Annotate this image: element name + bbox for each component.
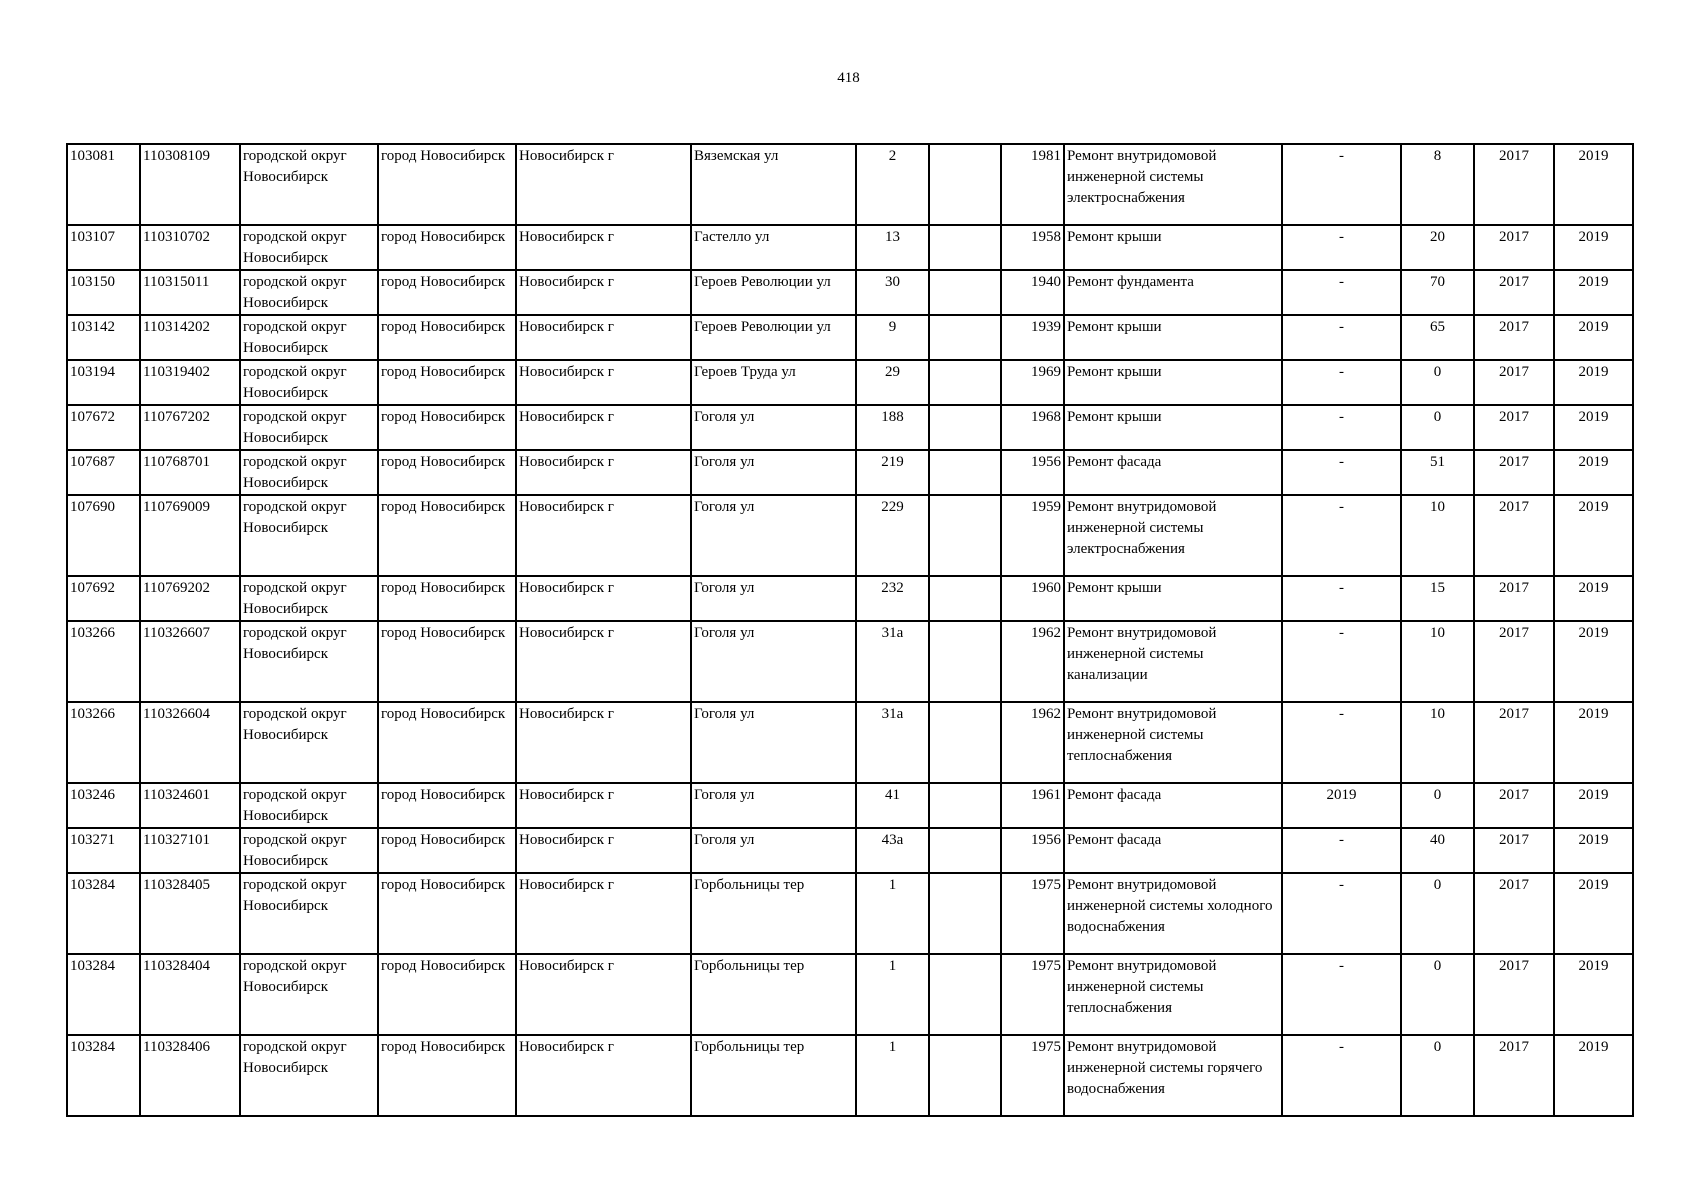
- completed-year-cell: -: [1282, 873, 1401, 954]
- start-year-cell: 2017: [1474, 954, 1554, 1035]
- table-row: [67, 576, 1633, 621]
- municipal-district-cell: городской округ Новосибирск: [240, 225, 378, 270]
- table-row: [67, 144, 1633, 225]
- table-row: [67, 828, 1633, 873]
- house-number-cell: 43а: [856, 828, 929, 873]
- work-code-cell: 110310702: [140, 225, 240, 270]
- house-number-cell: 2: [856, 144, 929, 225]
- build-year-cell: 1956: [1001, 828, 1064, 873]
- build-year-cell: 1981: [1001, 144, 1064, 225]
- object-id-cell: 103284: [67, 954, 140, 1035]
- completed-year-cell: 2019: [1282, 783, 1401, 828]
- work-code-cell: 110319402: [140, 360, 240, 405]
- repair-register-table: [66, 143, 1634, 1117]
- building-cell: [929, 450, 1001, 495]
- work-type-cell: Ремонт фасада: [1064, 450, 1282, 495]
- settlement-cell: город Новосибирск: [378, 702, 516, 783]
- table-row: [67, 450, 1633, 495]
- municipal-district-cell: городской округ Новосибирск: [240, 315, 378, 360]
- building-cell: [929, 315, 1001, 360]
- work-type-cell: Ремонт фундамента: [1064, 270, 1282, 315]
- street-cell: Вяземская ул: [691, 144, 856, 225]
- municipal-district-cell: городской округ Новосибирск: [240, 144, 378, 225]
- start-year-cell: 2017: [1474, 873, 1554, 954]
- completed-year-cell: -: [1282, 954, 1401, 1035]
- build-year-cell: 1940: [1001, 270, 1064, 315]
- work-type-cell: Ремонт внутридомовой инженерной системы теплоснабжения: [1064, 702, 1282, 783]
- work-type-cell: Ремонт внутридомовой инженерной системы электроснабжения: [1064, 495, 1282, 576]
- street-cell: Гоголя ул: [691, 702, 856, 783]
- house-number-cell: 13: [856, 225, 929, 270]
- end-year-cell: 2019: [1554, 783, 1633, 828]
- start-year-cell: 2017: [1474, 783, 1554, 828]
- building-cell: [929, 270, 1001, 315]
- build-year-cell: 1975: [1001, 1035, 1064, 1116]
- street-cell: Горбольницы тер: [691, 873, 856, 954]
- build-year-cell: 1969: [1001, 360, 1064, 405]
- municipal-district-cell: городской округ Новосибирск: [240, 702, 378, 783]
- wear-percent-cell: 65: [1401, 315, 1474, 360]
- build-year-cell: 1958: [1001, 225, 1064, 270]
- object-id-cell: 107687: [67, 450, 140, 495]
- settlement-cell: город Новосибирск: [378, 270, 516, 315]
- work-code-cell: 110768701: [140, 450, 240, 495]
- completed-year-cell: -: [1282, 450, 1401, 495]
- completed-year-cell: -: [1282, 702, 1401, 783]
- end-year-cell: 2019: [1554, 1035, 1633, 1116]
- start-year-cell: 2017: [1474, 270, 1554, 315]
- wear-percent-cell: 0: [1401, 360, 1474, 405]
- settlement-cell: город Новосибирск: [378, 621, 516, 702]
- building-cell: [929, 828, 1001, 873]
- wear-percent-cell: 10: [1401, 495, 1474, 576]
- work-code-cell: 110324601: [140, 783, 240, 828]
- settlement-cell: город Новосибирск: [378, 954, 516, 1035]
- work-type-cell: Ремонт крыши: [1064, 405, 1282, 450]
- wear-percent-cell: 51: [1401, 450, 1474, 495]
- house-number-cell: 31а: [856, 621, 929, 702]
- settlement-cell: город Новосибирск: [378, 495, 516, 576]
- work-code-cell: 110314202: [140, 315, 240, 360]
- start-year-cell: 2017: [1474, 621, 1554, 702]
- house-number-cell: 219: [856, 450, 929, 495]
- street-cell: Горбольницы тер: [691, 1035, 856, 1116]
- start-year-cell: 2017: [1474, 450, 1554, 495]
- table-row: [67, 783, 1633, 828]
- start-year-cell: 2017: [1474, 225, 1554, 270]
- settlement-cell: город Новосибирск: [378, 783, 516, 828]
- work-type-cell: Ремонт крыши: [1064, 576, 1282, 621]
- house-number-cell: 31а: [856, 702, 929, 783]
- wear-percent-cell: 10: [1401, 702, 1474, 783]
- wear-percent-cell: 0: [1401, 783, 1474, 828]
- municipal-district-cell: городской округ Новосибирск: [240, 828, 378, 873]
- settlement-cell: город Новосибирск: [378, 405, 516, 450]
- end-year-cell: 2019: [1554, 405, 1633, 450]
- street-cell: Гоголя ул: [691, 576, 856, 621]
- wear-percent-cell: 40: [1401, 828, 1474, 873]
- building-cell: [929, 1035, 1001, 1116]
- completed-year-cell: -: [1282, 495, 1401, 576]
- end-year-cell: 2019: [1554, 225, 1633, 270]
- locality-cell: Новосибирск г: [516, 702, 691, 783]
- build-year-cell: 1962: [1001, 621, 1064, 702]
- building-cell: [929, 360, 1001, 405]
- build-year-cell: 1975: [1001, 873, 1064, 954]
- house-number-cell: 41: [856, 783, 929, 828]
- street-cell: Гоголя ул: [691, 621, 856, 702]
- work-type-cell: Ремонт внутридомовой инженерной системы холодного водоснабжения: [1064, 873, 1282, 954]
- locality-cell: Новосибирск г: [516, 225, 691, 270]
- object-id-cell: 103107: [67, 225, 140, 270]
- completed-year-cell: -: [1282, 360, 1401, 405]
- work-code-cell: 110315011: [140, 270, 240, 315]
- end-year-cell: 2019: [1554, 621, 1633, 702]
- end-year-cell: 2019: [1554, 954, 1633, 1035]
- building-cell: [929, 576, 1001, 621]
- work-type-cell: Ремонт крыши: [1064, 315, 1282, 360]
- table-row: [67, 495, 1633, 576]
- build-year-cell: 1959: [1001, 495, 1064, 576]
- wear-percent-cell: 8: [1401, 144, 1474, 225]
- work-code-cell: 110326607: [140, 621, 240, 702]
- locality-cell: Новосибирск г: [516, 783, 691, 828]
- end-year-cell: 2019: [1554, 702, 1633, 783]
- locality-cell: Новосибирск г: [516, 828, 691, 873]
- house-number-cell: 1: [856, 1035, 929, 1116]
- object-id-cell: 103194: [67, 360, 140, 405]
- table-row: [67, 873, 1633, 954]
- object-id-cell: 103271: [67, 828, 140, 873]
- work-type-cell: Ремонт внутридомовой инженерной системы электроснабжения: [1064, 144, 1282, 225]
- page-number: 418: [837, 70, 860, 86]
- locality-cell: Новосибирск г: [516, 1035, 691, 1116]
- table-row: [67, 1035, 1633, 1116]
- start-year-cell: 2017: [1474, 144, 1554, 225]
- completed-year-cell: -: [1282, 405, 1401, 450]
- start-year-cell: 2017: [1474, 1035, 1554, 1116]
- completed-year-cell: -: [1282, 144, 1401, 225]
- build-year-cell: 1975: [1001, 954, 1064, 1035]
- object-id-cell: 103266: [67, 702, 140, 783]
- building-cell: [929, 873, 1001, 954]
- locality-cell: Новосибирск г: [516, 873, 691, 954]
- work-type-cell: Ремонт внутридомовой инженерной системы горячего водоснабжения: [1064, 1035, 1282, 1116]
- house-number-cell: 30: [856, 270, 929, 315]
- wear-percent-cell: 70: [1401, 270, 1474, 315]
- building-cell: [929, 405, 1001, 450]
- wear-percent-cell: 10: [1401, 621, 1474, 702]
- end-year-cell: 2019: [1554, 828, 1633, 873]
- municipal-district-cell: городской округ Новосибирск: [240, 270, 378, 315]
- completed-year-cell: -: [1282, 225, 1401, 270]
- settlement-cell: город Новосибирск: [378, 144, 516, 225]
- street-cell: Горбольницы тер: [691, 954, 856, 1035]
- end-year-cell: 2019: [1554, 873, 1633, 954]
- building-cell: [929, 783, 1001, 828]
- house-number-cell: 9: [856, 315, 929, 360]
- work-type-cell: Ремонт внутридомовой инженерной системы канализации: [1064, 621, 1282, 702]
- start-year-cell: 2017: [1474, 828, 1554, 873]
- street-cell: Гоголя ул: [691, 405, 856, 450]
- municipal-district-cell: городской округ Новосибирск: [240, 450, 378, 495]
- start-year-cell: 2017: [1474, 360, 1554, 405]
- work-code-cell: 110327101: [140, 828, 240, 873]
- house-number-cell: 232: [856, 576, 929, 621]
- end-year-cell: 2019: [1554, 270, 1633, 315]
- settlement-cell: город Новосибирск: [378, 873, 516, 954]
- work-code-cell: 110767202: [140, 405, 240, 450]
- street-cell: Героев Труда ул: [691, 360, 856, 405]
- object-id-cell: 107692: [67, 576, 140, 621]
- municipal-district-cell: городской округ Новосибирск: [240, 495, 378, 576]
- locality-cell: Новосибирск г: [516, 405, 691, 450]
- house-number-cell: 1: [856, 873, 929, 954]
- object-id-cell: 103266: [67, 621, 140, 702]
- house-number-cell: 1: [856, 954, 929, 1035]
- work-type-cell: Ремонт крыши: [1064, 360, 1282, 405]
- locality-cell: Новосибирск г: [516, 270, 691, 315]
- table-row: [67, 225, 1633, 270]
- work-type-cell: Ремонт крыши: [1064, 225, 1282, 270]
- object-id-cell: 103142: [67, 315, 140, 360]
- work-type-cell: Ремонт фасада: [1064, 783, 1282, 828]
- completed-year-cell: -: [1282, 828, 1401, 873]
- work-type-cell: Ремонт внутридомовой инженерной системы теплоснабжения: [1064, 954, 1282, 1035]
- street-cell: Героев Революции ул: [691, 270, 856, 315]
- start-year-cell: 2017: [1474, 576, 1554, 621]
- street-cell: Героев Революции ул: [691, 315, 856, 360]
- locality-cell: Новосибирск г: [516, 495, 691, 576]
- object-id-cell: 103284: [67, 873, 140, 954]
- municipal-district-cell: городской округ Новосибирск: [240, 621, 378, 702]
- table-row: [67, 315, 1633, 360]
- object-id-cell: 103246: [67, 783, 140, 828]
- object-id-cell: 103284: [67, 1035, 140, 1116]
- work-type-cell: Ремонт фасада: [1064, 828, 1282, 873]
- wear-percent-cell: 0: [1401, 954, 1474, 1035]
- locality-cell: Новосибирск г: [516, 360, 691, 405]
- start-year-cell: 2017: [1474, 315, 1554, 360]
- work-code-cell: 110328406: [140, 1035, 240, 1116]
- table-row: [67, 621, 1633, 702]
- end-year-cell: 2019: [1554, 576, 1633, 621]
- end-year-cell: 2019: [1554, 144, 1633, 225]
- object-id-cell: 103081: [67, 144, 140, 225]
- table-row: [67, 360, 1633, 405]
- end-year-cell: 2019: [1554, 315, 1633, 360]
- street-cell: Гоголя ул: [691, 450, 856, 495]
- work-code-cell: 110328404: [140, 954, 240, 1035]
- end-year-cell: 2019: [1554, 495, 1633, 576]
- locality-cell: Новосибирск г: [516, 576, 691, 621]
- completed-year-cell: -: [1282, 621, 1401, 702]
- object-id-cell: 107690: [67, 495, 140, 576]
- start-year-cell: 2017: [1474, 405, 1554, 450]
- locality-cell: Новосибирск г: [516, 954, 691, 1035]
- build-year-cell: 1956: [1001, 450, 1064, 495]
- build-year-cell: 1961: [1001, 783, 1064, 828]
- locality-cell: Новосибирск г: [516, 144, 691, 225]
- street-cell: Гастелло ул: [691, 225, 856, 270]
- wear-percent-cell: 20: [1401, 225, 1474, 270]
- start-year-cell: 2017: [1474, 702, 1554, 783]
- municipal-district-cell: городской округ Новосибирск: [240, 576, 378, 621]
- table-row: [67, 954, 1633, 1035]
- wear-percent-cell: 0: [1401, 873, 1474, 954]
- building-cell: [929, 144, 1001, 225]
- building-cell: [929, 225, 1001, 270]
- house-number-cell: 229: [856, 495, 929, 576]
- locality-cell: Новосибирск г: [516, 315, 691, 360]
- house-number-cell: 188: [856, 405, 929, 450]
- building-cell: [929, 621, 1001, 702]
- table-row: [67, 405, 1633, 450]
- completed-year-cell: -: [1282, 1035, 1401, 1116]
- wear-percent-cell: 0: [1401, 405, 1474, 450]
- work-code-cell: 110769202: [140, 576, 240, 621]
- settlement-cell: город Новосибирск: [378, 576, 516, 621]
- completed-year-cell: -: [1282, 576, 1401, 621]
- completed-year-cell: -: [1282, 315, 1401, 360]
- locality-cell: Новосибирск г: [516, 621, 691, 702]
- house-number-cell: 29: [856, 360, 929, 405]
- street-cell: Гоголя ул: [691, 783, 856, 828]
- work-code-cell: 110308109: [140, 144, 240, 225]
- end-year-cell: 2019: [1554, 360, 1633, 405]
- work-code-cell: 110328405: [140, 873, 240, 954]
- start-year-cell: 2017: [1474, 495, 1554, 576]
- build-year-cell: 1939: [1001, 315, 1064, 360]
- settlement-cell: город Новосибирск: [378, 360, 516, 405]
- table-row: [67, 702, 1633, 783]
- object-id-cell: 103150: [67, 270, 140, 315]
- locality-cell: Новосибирск г: [516, 450, 691, 495]
- work-code-cell: 110326604: [140, 702, 240, 783]
- municipal-district-cell: городской округ Новосибирск: [240, 954, 378, 1035]
- table-row: [67, 270, 1633, 315]
- settlement-cell: город Новосибирск: [378, 315, 516, 360]
- wear-percent-cell: 0: [1401, 1035, 1474, 1116]
- municipal-district-cell: городской округ Новосибирск: [240, 405, 378, 450]
- end-year-cell: 2019: [1554, 450, 1633, 495]
- completed-year-cell: -: [1282, 270, 1401, 315]
- building-cell: [929, 702, 1001, 783]
- municipal-district-cell: городской округ Новосибирск: [240, 1035, 378, 1116]
- municipal-district-cell: городской округ Новосибирск: [240, 360, 378, 405]
- settlement-cell: город Новосибирск: [378, 828, 516, 873]
- object-id-cell: 107672: [67, 405, 140, 450]
- wear-percent-cell: 15: [1401, 576, 1474, 621]
- building-cell: [929, 954, 1001, 1035]
- work-code-cell: 110769009: [140, 495, 240, 576]
- municipal-district-cell: городской округ Новосибирск: [240, 873, 378, 954]
- street-cell: Гоголя ул: [691, 828, 856, 873]
- settlement-cell: город Новосибирск: [378, 225, 516, 270]
- street-cell: Гоголя ул: [691, 495, 856, 576]
- build-year-cell: 1962: [1001, 702, 1064, 783]
- settlement-cell: город Новосибирск: [378, 1035, 516, 1116]
- settlement-cell: город Новосибирск: [378, 450, 516, 495]
- building-cell: [929, 495, 1001, 576]
- build-year-cell: 1960: [1001, 576, 1064, 621]
- municipal-district-cell: городской округ Новосибирск: [240, 783, 378, 828]
- build-year-cell: 1968: [1001, 405, 1064, 450]
